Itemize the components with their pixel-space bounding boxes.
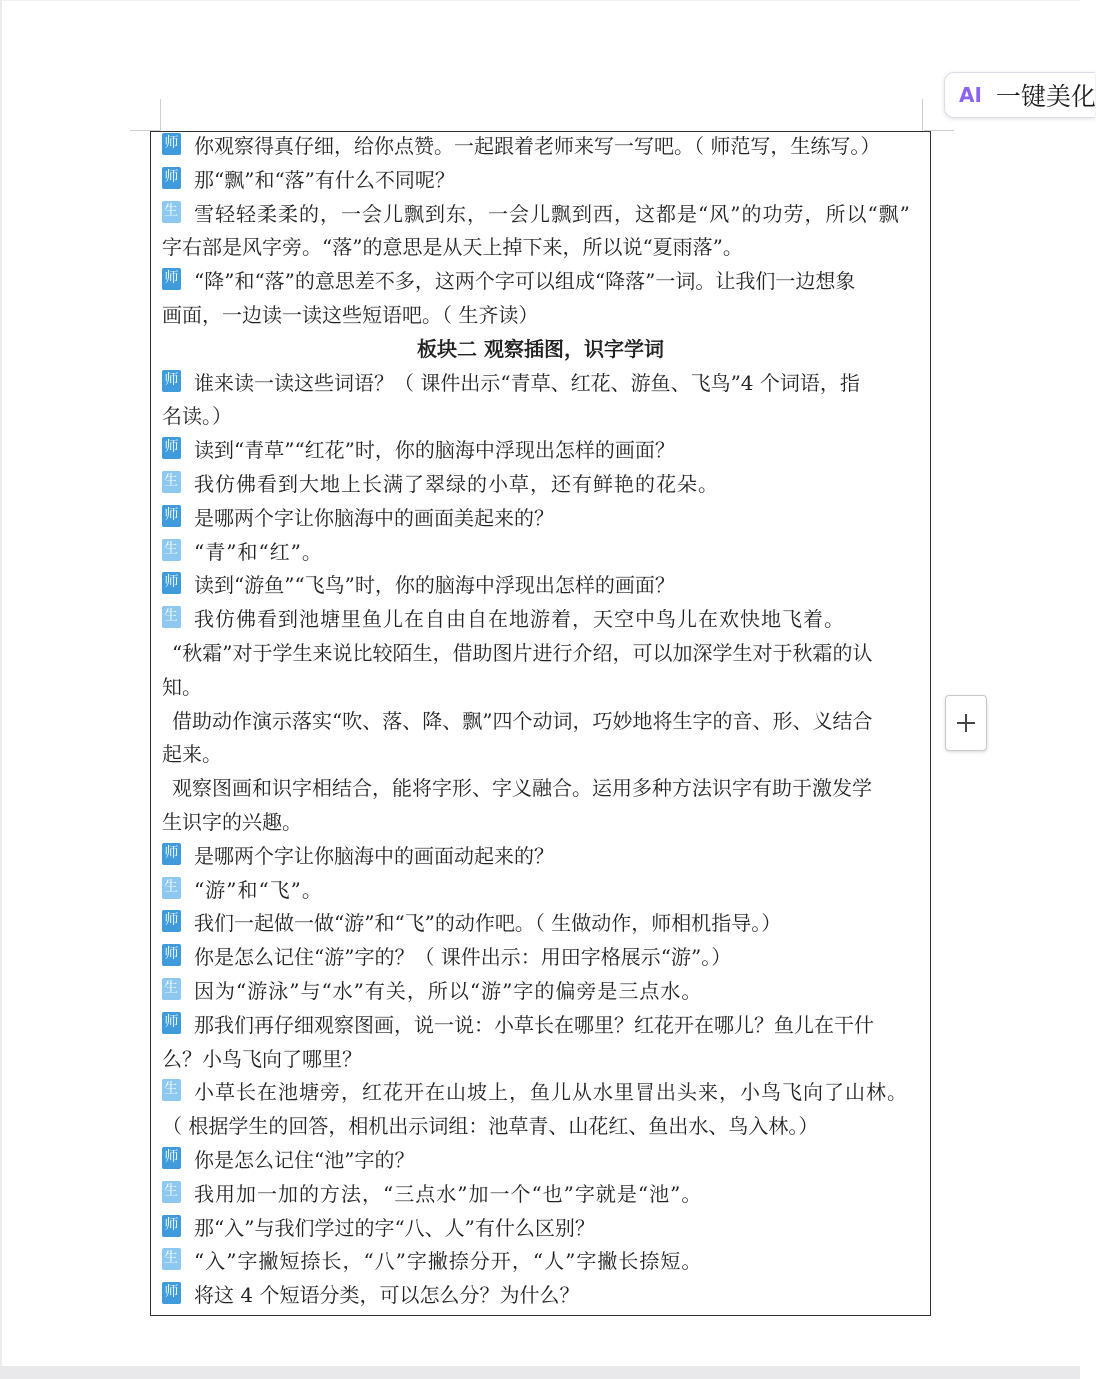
ai-beautify-button[interactable] bbox=[944, 72, 1095, 118]
line-text: 谁来读一读这些词语？（ 课件出示“青草、红花、游鱼、飞鸟”4 个词语，指 bbox=[194, 371, 860, 395]
ai-beautify-label: 一键美化 bbox=[995, 82, 1096, 111]
student-line bbox=[162, 1244, 702, 1278]
teacher-line bbox=[162, 906, 781, 940]
teacher-badge-icon: 师 bbox=[162, 437, 181, 459]
line-text: 我仿佛看到大地上长满了翠绿的小草，还有鲜艳的花朵。 bbox=[194, 472, 719, 496]
line-text: 么？小鸟飞向了哪里？ bbox=[162, 1047, 362, 1071]
add-block-button[interactable] bbox=[945, 695, 987, 751]
text-line bbox=[162, 298, 538, 332]
student-badge-icon: 生 bbox=[162, 606, 181, 628]
teacher-badge-icon: 师 bbox=[162, 910, 181, 932]
line-text: 名读。） bbox=[162, 404, 232, 428]
text-line bbox=[162, 636, 872, 670]
text-line bbox=[162, 737, 222, 771]
line-text: “降”和“落”的意思差不多，这两个字可以组成“降落”一词。让我们一边想象 bbox=[194, 269, 856, 293]
section-heading bbox=[150, 332, 931, 366]
line-text: 知。 bbox=[162, 675, 202, 699]
teacher-line bbox=[162, 940, 731, 974]
line-text: 小草长在池塘旁，红花开在山坡上，鱼儿从水里冒出头来，小鸟飞向了山林。 bbox=[194, 1080, 908, 1104]
teacher-line bbox=[162, 1211, 595, 1245]
line-text: 你观察得真仔细，给你点赞。一起跟着老师来写一写吧。（ 师范写，生练写。） bbox=[194, 134, 881, 158]
line-text: 字右部是风字旁。“落”的意思是从天上掉下来，所以说“夏雨落”。 bbox=[162, 235, 743, 259]
student-badge-icon: 生 bbox=[162, 1079, 181, 1101]
teacher-badge-icon: 师 bbox=[162, 1215, 181, 1237]
text-line bbox=[162, 704, 872, 738]
teacher-line bbox=[162, 1278, 579, 1312]
line-text: 板块二 观察插图，识字学词 bbox=[417, 337, 664, 361]
line-text: 观察图画和识字相结合，能将字形、字义融合。运用多种方法识字有助于激发学 bbox=[172, 776, 872, 800]
line-text: 你是怎么记住“池”字的？ bbox=[194, 1148, 415, 1172]
line-text: 我仿佛看到池塘里鱼儿在自由自在地游着，天空中鸟儿在欢快地飞着。 bbox=[194, 607, 845, 631]
student-line bbox=[162, 602, 845, 636]
student-line bbox=[162, 197, 911, 231]
teacher-line bbox=[162, 568, 675, 602]
teacher-line bbox=[162, 433, 675, 467]
student-badge-icon: 生 bbox=[162, 1248, 181, 1270]
line-text: 画面，一边读一读这些短语吧。（ 生齐读） bbox=[162, 303, 539, 327]
line-text: （ 根据学生的回答，相机出示词组：池草青、山花红、鱼出水、鸟入林。） bbox=[162, 1114, 819, 1138]
teacher-badge-icon: 师 bbox=[162, 370, 181, 392]
line-text: 我用加一加的方法，“三点水”加一个“也”字就是“池”。 bbox=[194, 1182, 703, 1206]
line-text: 因为“游泳”与“水”有关，所以“游”字的偏旁是三点水。 bbox=[194, 979, 703, 1003]
page-corner-mark bbox=[160, 99, 161, 131]
text-line bbox=[162, 771, 872, 805]
student-badge-icon: 生 bbox=[162, 978, 181, 1000]
teacher-badge-icon: 师 bbox=[162, 843, 181, 865]
student-badge-icon: 生 bbox=[162, 471, 181, 493]
text-line bbox=[162, 1042, 362, 1076]
line-text: 借助动作演示落实“吹、落、降、飘”四个动词，巧妙地将生字的音、形、义结合 bbox=[172, 709, 873, 733]
line-text: 起来。 bbox=[162, 742, 222, 766]
student-line bbox=[162, 1075, 908, 1109]
line-text: “秋霜”对于学生来说比较陌生，借助图片进行介绍，可以加深学生对于秋霜的认 bbox=[172, 641, 873, 665]
student-line bbox=[162, 974, 702, 1008]
teacher-badge-icon: 师 bbox=[162, 133, 181, 155]
student-line bbox=[162, 467, 719, 501]
teacher-line bbox=[162, 366, 860, 400]
teacher-badge-icon: 师 bbox=[162, 572, 181, 594]
teacher-badge-icon: 师 bbox=[162, 1012, 181, 1034]
teacher-badge-icon: 师 bbox=[162, 505, 181, 527]
line-text: “游”和“飞”。 bbox=[194, 878, 323, 902]
line-text: 读到“青草”“红花”时，你的脑海中浮现出怎样的画面？ bbox=[194, 438, 675, 462]
line-text: 那“飘”和“落”有什么不同呢？ bbox=[194, 168, 455, 192]
line-text: 我们一起做一做“游”和“飞”的动作吧。（ 生做动作，师相机指导。） bbox=[194, 911, 782, 935]
line-text: 生识字的兴趣。 bbox=[162, 810, 302, 834]
line-text: 那我们再仔细观察图画，说一说：小草长在哪里？红花开在哪儿？鱼儿在干什 bbox=[194, 1013, 874, 1037]
ai-icon: AI bbox=[959, 83, 982, 107]
bottom-bar bbox=[0, 1366, 1080, 1379]
teacher-line bbox=[162, 1008, 874, 1042]
line-text: “青”和“红”。 bbox=[194, 540, 323, 564]
teacher-line bbox=[162, 1143, 414, 1177]
teacher-line bbox=[162, 129, 880, 163]
text-line bbox=[162, 399, 232, 433]
line-text: 你是怎么记住“游”字的？（ 课件出示：用田字格展示“游”。） bbox=[194, 945, 732, 969]
teacher-line bbox=[162, 839, 554, 873]
student-badge-icon: 生 bbox=[162, 877, 181, 899]
text-line bbox=[162, 1109, 818, 1143]
line-text: 将这 4 个短语分类，可以怎么分？为什么？ bbox=[194, 1283, 580, 1307]
line-text: 是哪两个字让你脑海中的画面美起来的？ bbox=[194, 506, 554, 530]
teacher-badge-icon: 师 bbox=[162, 1147, 181, 1169]
line-text: 是哪两个字让你脑海中的画面动起来的？ bbox=[194, 844, 554, 868]
teacher-line bbox=[162, 501, 554, 535]
teacher-badge-icon: 师 bbox=[162, 944, 181, 966]
line-text: 那“入”与我们学过的字“八、人”有什么区别？ bbox=[194, 1216, 595, 1240]
student-badge-icon: 生 bbox=[162, 201, 181, 223]
text-line bbox=[162, 805, 302, 839]
left-divider bbox=[0, 0, 2, 1366]
student-badge-icon: 生 bbox=[162, 1181, 181, 1203]
text-line bbox=[162, 230, 743, 264]
plus-icon bbox=[955, 712, 977, 734]
student-badge-icon: 生 bbox=[162, 539, 181, 561]
student-line bbox=[162, 1177, 702, 1211]
teacher-line bbox=[162, 264, 855, 298]
teacher-line bbox=[162, 163, 455, 197]
text-line bbox=[162, 670, 202, 704]
line-text: 读到“游鱼”“飞鸟”时，你的脑海中浮现出怎样的画面？ bbox=[194, 573, 675, 597]
top-divider bbox=[0, 0, 1080, 1]
line-text: “入”字撇短捺长，“八”字撇捺分开，“人”字撇长捺短。 bbox=[194, 1249, 703, 1273]
teacher-badge-icon: 师 bbox=[162, 268, 181, 290]
page-corner-mark bbox=[922, 99, 923, 131]
student-line bbox=[162, 535, 323, 569]
teacher-badge-icon: 师 bbox=[162, 1282, 181, 1304]
teacher-badge-icon: 师 bbox=[162, 167, 181, 189]
line-text: 雪轻轻柔柔的，一会儿飘到东，一会儿飘到西，这都是“风”的功劳，所以“飘” bbox=[194, 202, 911, 226]
student-line bbox=[162, 873, 323, 907]
